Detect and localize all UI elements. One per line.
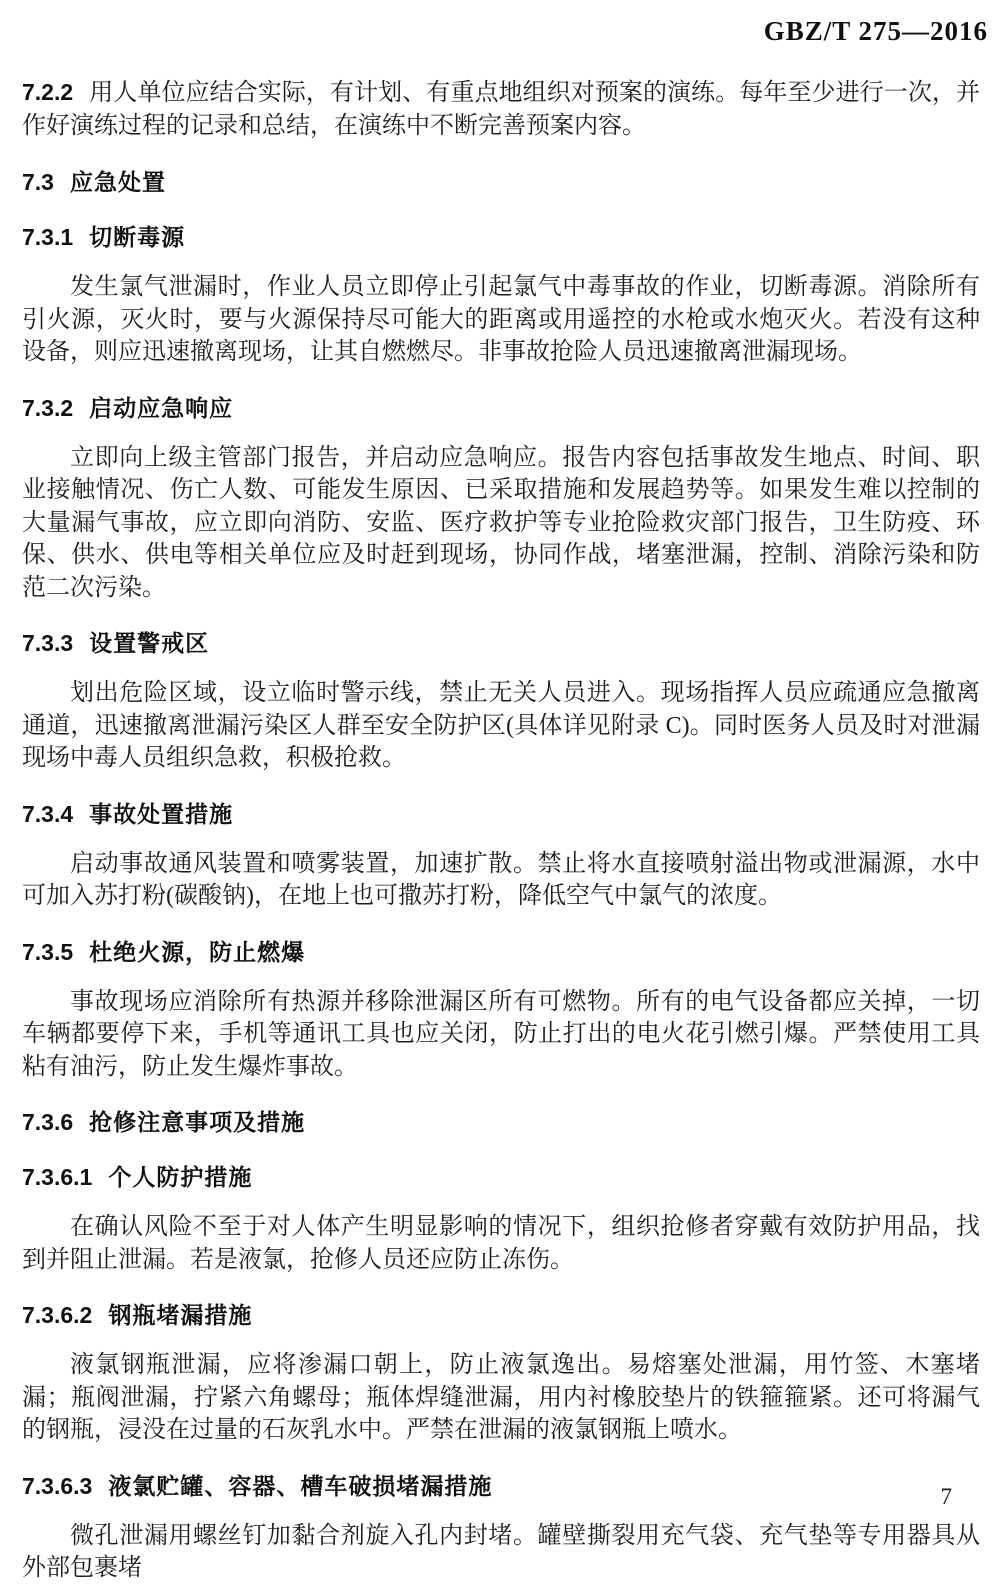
clause-number: 7.2.2: [22, 79, 74, 105]
section-number: 7.3.1: [22, 224, 74, 250]
body-paragraph-7-3-6-2: 液氯钢瓶泄漏，应将渗漏口朝上，防止液氯逸出。易熔塞处泄漏，用竹签、木塞堵漏；瓶阀泄漏，拧紧六角螺母；瓶体焊缝泄漏，用内衬橡胶垫片的铁箍箍紧。还可将漏气的钢瓶，浸没在过量的石灰乳水中。严禁在泄漏的液氯钢瓶上喷水。: [22, 1352, 980, 1443]
body-paragraph-7-3-1: 发生氯气泄漏时，作业人员立即停止引起氯气中毒事故的作业，切断毒源。消除所有引火源，灭火时，要与火源保持尽可能大的距离或用遥控的水枪或水炮灭火。若没有这种设备，则应迅速撤离现场，让其自燃燃尽。非事故抢险人员迅速撤离泄漏现场。: [22, 274, 980, 365]
section-heading-7-3-1: [22, 221, 980, 253]
section-title: 液氯贮罐、容器、槽车破损堵漏措施: [108, 1472, 493, 1499]
section-heading-7-3-2: [22, 392, 980, 424]
section-title: 抢修注意事项及措施: [89, 1109, 306, 1135]
section-number: 7.3.6.2: [22, 1302, 93, 1328]
section-title: 钢瓶堵漏措施: [108, 1302, 253, 1328]
section-number: 7.3.6: [22, 1109, 74, 1135]
page-number: 7: [940, 1484, 952, 1509]
section-title: 设置警戒区: [89, 630, 210, 656]
section-heading-7-3-6-2: [22, 1299, 980, 1331]
section-number: 7.3.3: [22, 630, 74, 656]
standard-code: GBZ/T 275—2016: [763, 16, 988, 46]
section-heading-7-3-6: [22, 1106, 980, 1138]
body-paragraph-7-3-4: 启动事故通风装置和喷雾装置，加速扩散。禁止将水直接喷射溢出物或泄漏源，水中可加入苏打粉(碳酸钠)，在地上也可撒苏打粉，降低空气中氯气的浓度。: [22, 850, 980, 909]
section-title: 启动应急响应: [89, 394, 234, 421]
section-number: 7.3.5: [22, 938, 74, 965]
section-number: 7.3.6.3: [22, 1472, 93, 1499]
section-title: 应急处置: [69, 169, 166, 195]
body-paragraph-7-3-5: 事故现场应消除所有热源并移除泄漏区所有可燃物。所有的电气设备都应关掉，一切车辆都要停下来，手机等通讯工具也应关闭，防止打出的电火花引燃引爆。严禁使用工具粘有油污，防止发生爆炸事故。: [22, 988, 980, 1080]
body-paragraph-7-3-6-1: 在确认风险不至于对人体产生明显影响的情况下，组织抢修者穿戴有效防护用品，找到并阻止泄漏。若是液氯，抢修人员还应防止冻伤。: [22, 1214, 980, 1273]
clause-text: 用人单位应结合实际，有计划、有重点地组织对预案的演练。每年至少进行一次，并作好演练过程的记录和总结，在演练中不断完善预案内容。: [22, 80, 980, 139]
section-title: 切断毒源: [89, 224, 186, 250]
section-title: 事故处置措施: [89, 800, 234, 827]
body-paragraph-7-3-2: 立即向上级主管部门报告，并启动应急响应。报告内容包括事故发生地点、时间、职业接触情况、伤亡人数、可能发生原因、已采取措施和发展趋势等。如果发生难以控制的大量漏气事故，应立即向消防、安监、医疗救护等专业抢险救灾部门报告，卫生防疫、环保、供水、供电等相关单位应及时赶到现场，协同作战，堵塞泄漏，控制、消除污染和防范二次污染。: [22, 444, 980, 601]
section-number: 7.3.2: [22, 394, 74, 421]
section-heading-7-3-6-1: [22, 1161, 980, 1193]
section-heading-7-3-5: [22, 936, 980, 968]
body-paragraph-7-3-6-3: 微孔泄漏用螺丝钉加黏合剂旋入孔内封堵。罐壁撕裂用充气袋、充气垫等专用器具从外部包裹堵: [22, 1522, 980, 1581]
section-heading-7-3-4: [22, 798, 980, 830]
section-title: 个人防护措施: [108, 1164, 253, 1190]
section-heading-7-3: [22, 166, 980, 198]
section-number: 7.3.4: [22, 800, 74, 827]
section-number: 7.3: [22, 169, 54, 195]
clause-7-2-2: [22, 76, 980, 142]
section-heading-7-3-6-3: [22, 1470, 980, 1502]
section-title: 杜绝火源，防止燃爆: [89, 938, 306, 965]
body-paragraph-7-3-3: 划出危险区域，设立临时警示线，禁止无关人员进入。现场指挥人员应疏通应急撤离通道，迅速撤离泄漏污染区人群至安全防护区(具体详见附录 C)。同时医务人员及时对泄漏现场中毒人员组织急救，积极抢救。: [22, 680, 980, 771]
section-number: 7.3.6.1: [22, 1164, 93, 1190]
section-heading-7-3-3: [22, 627, 980, 659]
